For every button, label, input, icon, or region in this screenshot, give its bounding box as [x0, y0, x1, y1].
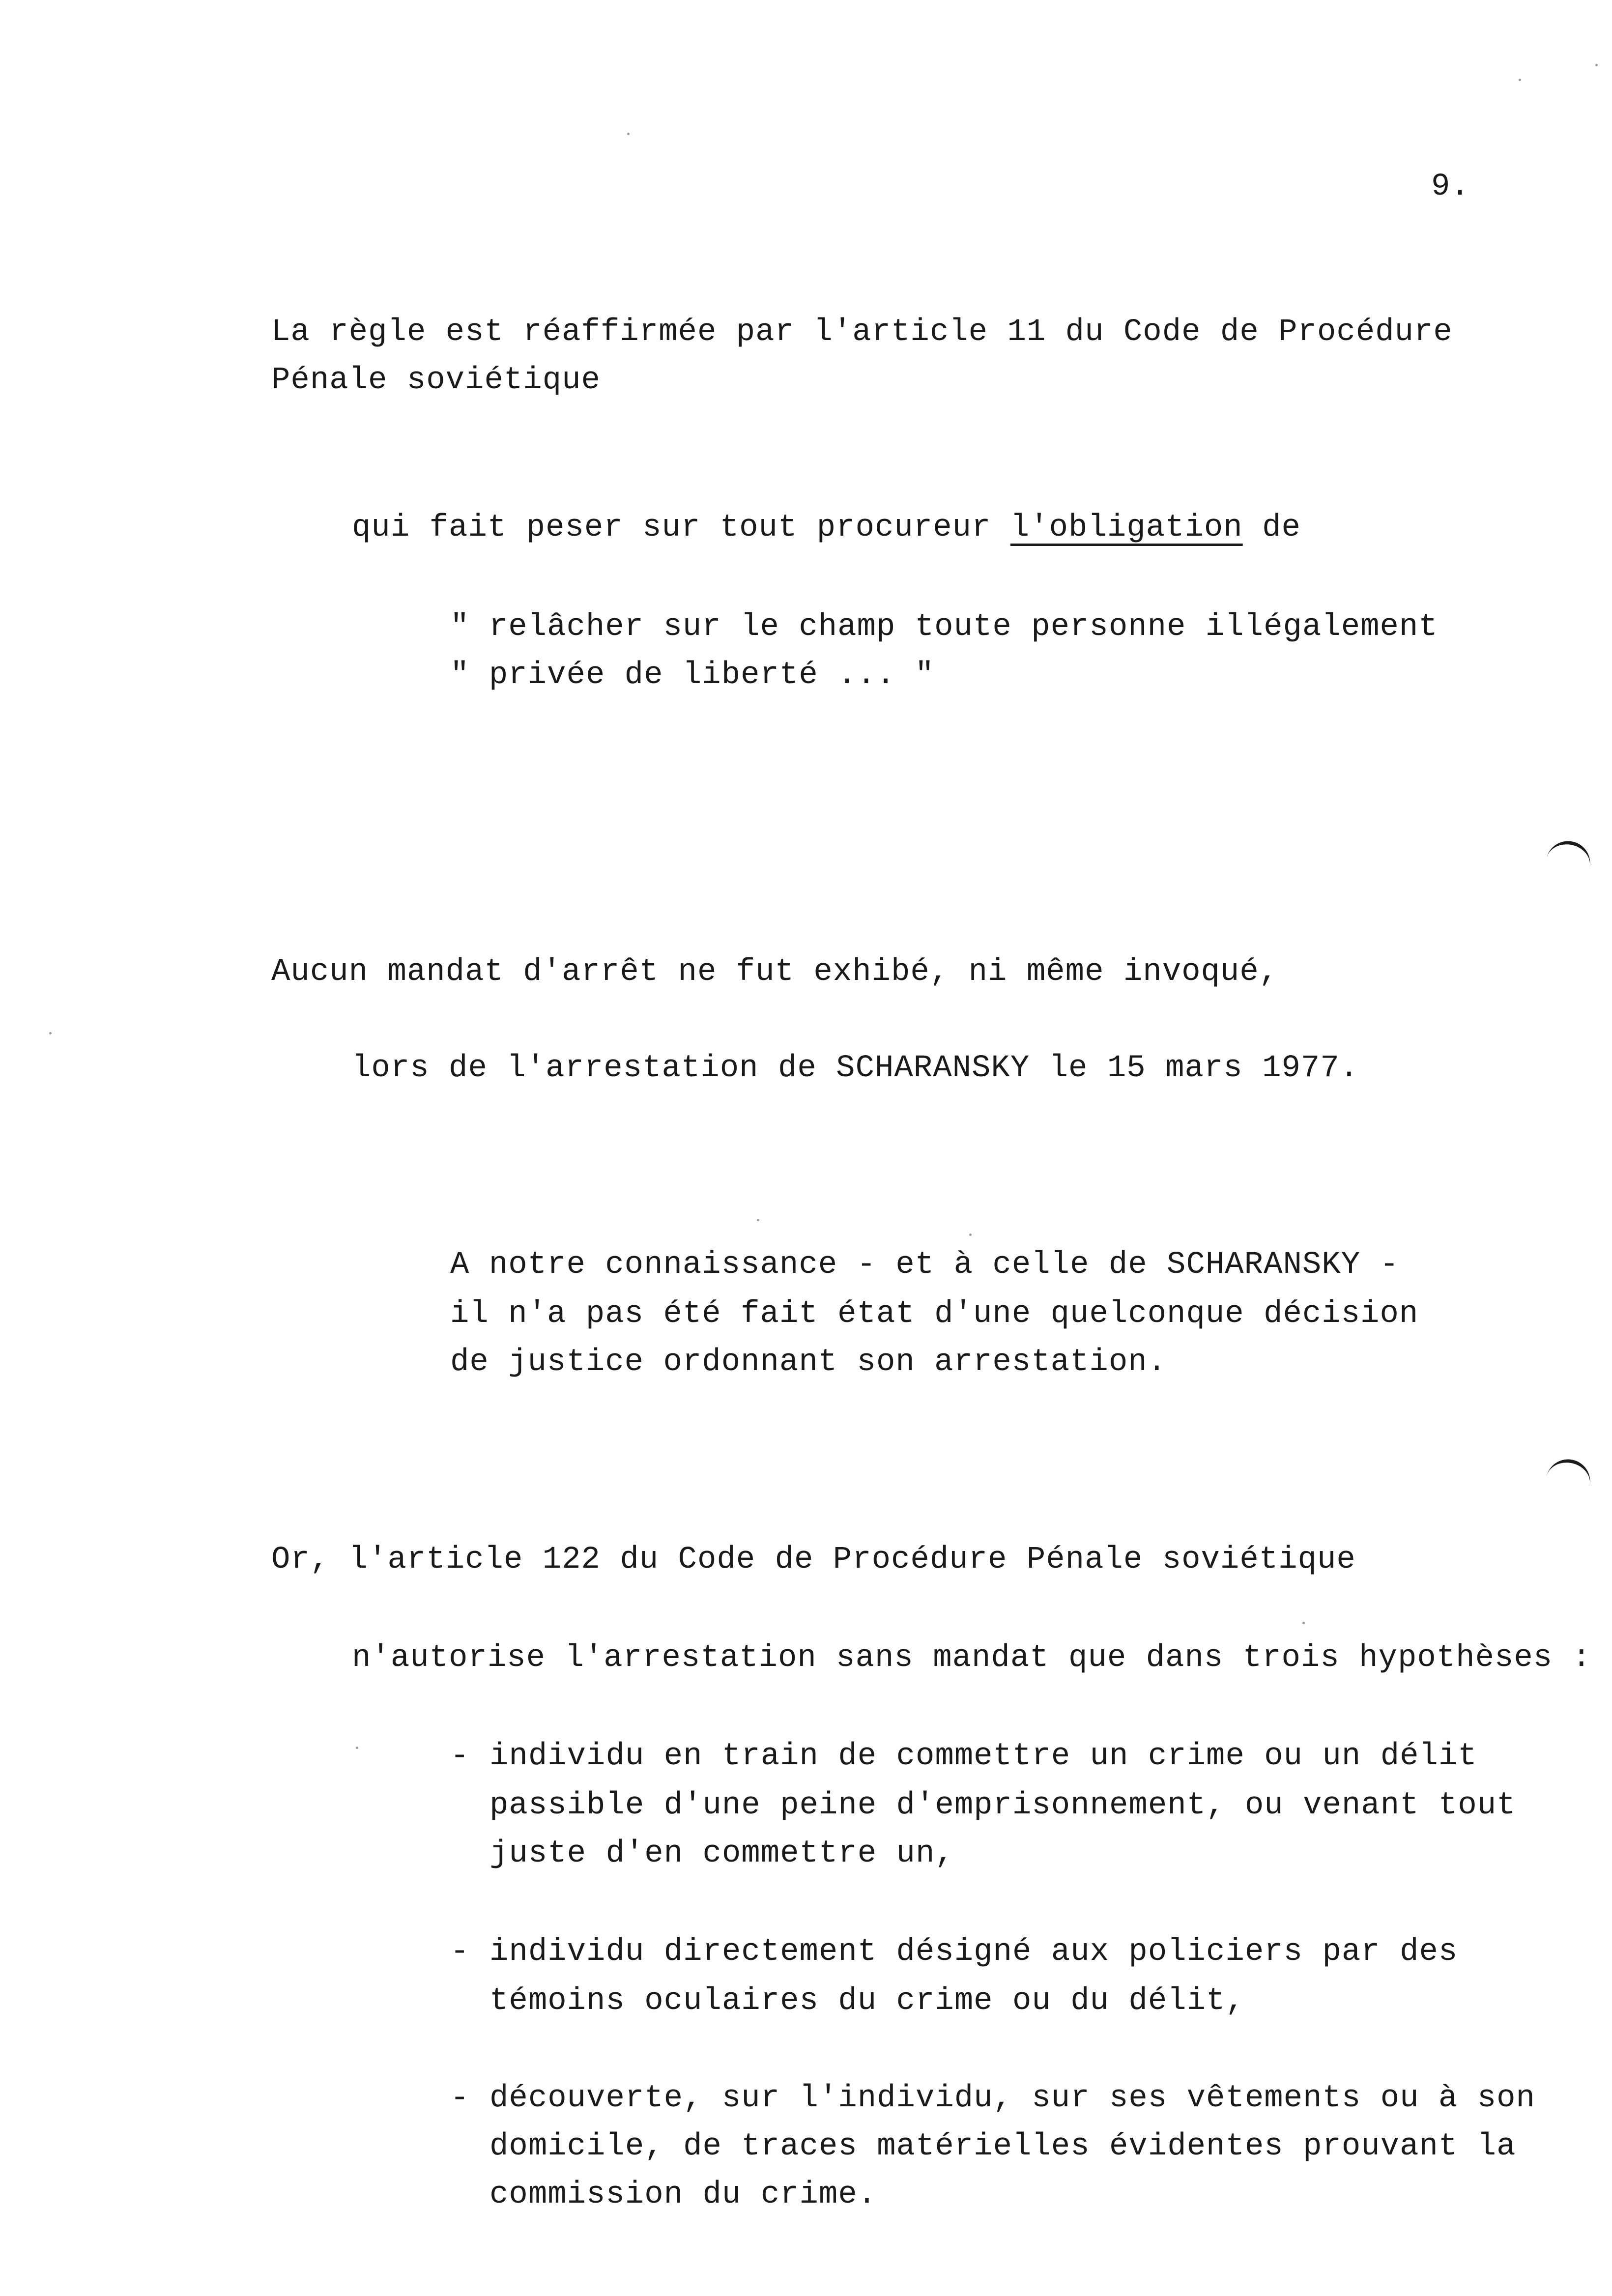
scan-speck	[1519, 79, 1521, 81]
paragraph-5-line-1: Or, l'article 122 du Code de Procédure Pénale soviétique	[271, 1542, 1356, 1578]
quote-line-2: " privée de liberté ... "	[450, 658, 935, 693]
list-item-2-line-1: individu directement désigné aux policiers par des	[489, 1934, 1458, 1970]
paragraph-2	[352, 503, 1301, 552]
scan-speck	[49, 1032, 52, 1034]
list-item-3-line-1: découverte, sur l'individu, sur ses vêtements ou à son	[489, 2081, 1535, 2116]
list-item-3-dash: -	[450, 2081, 470, 2116]
list-item-1-dash: -	[450, 1739, 470, 1774]
paragraph-5-line-2: n'autorise l'arrestation sans mandat que dans trois hypothèses :	[352, 1640, 1591, 1676]
scan-speck	[969, 1234, 972, 1236]
list-item-3-line-2: domicile, de traces matérielles évidentes prouvant la	[489, 2129, 1516, 2164]
list-item-1-line-3: juste d'en commettre un,	[489, 1836, 954, 1871]
scan-speck	[627, 133, 630, 135]
scan-speck	[1302, 1622, 1305, 1624]
paragraph-3-line-1: Aucun mandat d'arrêt ne fut exhibé, ni même invoqué,	[271, 954, 1279, 990]
paragraph-2-prefix: qui fait peser sur tout procureur	[352, 510, 1010, 545]
list-item-1-line-2: passible d'une peine d'emprisonnement, ou venant tout	[489, 1788, 1516, 1823]
list-item-3-line-3: commission du crime.	[489, 2177, 877, 2212]
list-item-2-dash: -	[450, 1934, 470, 1970]
paragraph-2-suffix: de	[1242, 510, 1301, 545]
page-number: 9.	[1431, 169, 1470, 204]
paragraph-4-line-2: il n'a pas été fait état d'une quelconque décision	[450, 1296, 1419, 1332]
underlined-obligation: l'obligation	[1010, 510, 1243, 545]
paragraph-1-line-1: La règle est réaffirmée par l'article 11 du Code de Procédure	[271, 315, 1453, 350]
scan-speck	[757, 1219, 759, 1221]
paragraph-1-line-2: Pénale soviétique	[271, 363, 601, 398]
margin-mark-top	[1546, 837, 1594, 869]
quote-line-1: " relâcher sur le champ toute personne illégalement	[450, 609, 1438, 645]
scan-speck	[1595, 64, 1598, 66]
margin-mark-bottom	[1546, 1455, 1594, 1487]
paragraph-4-line-1: A notre connaissance - et à celle de SCHARANSKY -	[450, 1247, 1399, 1283]
paragraph-3-line-2: lors de l'arrestation de SCHARANSKY le 15 mars 1977.	[352, 1051, 1359, 1086]
list-item-1-line-1: individu en train de commettre un crime ou un délit	[489, 1739, 1477, 1774]
list-item-2-line-2: témoins oculaires du crime ou du délit,	[489, 1983, 1245, 2019]
paragraph-4-line-3: de justice ordonnant son arrestation.	[450, 1345, 1167, 1380]
scan-speck	[356, 1747, 358, 1749]
